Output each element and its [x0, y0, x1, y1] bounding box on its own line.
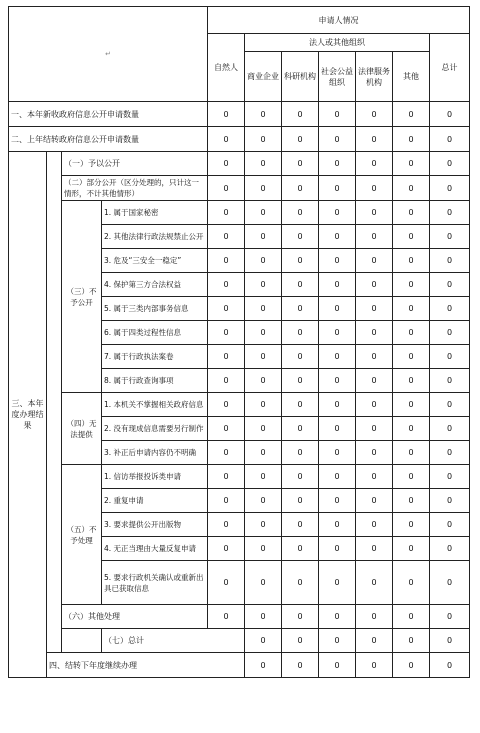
value-cell: 0 — [430, 127, 470, 152]
value-cell: 0 — [319, 629, 356, 653]
row-label-subtotal: （七）总计 — [102, 629, 245, 653]
value-cell: 0 — [208, 537, 245, 561]
value-cell: 0 — [430, 321, 470, 345]
value-cell: 0 — [319, 441, 356, 465]
value-cell: 0 — [393, 393, 430, 417]
value-cell: 0 — [245, 369, 282, 393]
value-cell: 0 — [282, 441, 319, 465]
row-label-carry-next: 四、结转下年度继续办理 — [47, 653, 245, 678]
value-cell: 0 — [282, 225, 319, 249]
row-label-new-requests: 一、本年新收政府信息公开申请数量 — [9, 102, 208, 127]
value-cell: 0 — [245, 345, 282, 369]
value-cell: 0 — [356, 127, 393, 152]
value-cell: 0 — [356, 537, 393, 561]
value-cell: 0 — [319, 561, 356, 605]
row-label-np2: 2. 其他法律行政法规禁止公开 — [102, 225, 208, 249]
value-cell: 0 — [319, 127, 356, 152]
disclosure-stats-table — [8, 6, 470, 678]
value-cell: 0 — [356, 393, 393, 417]
value-cell: 0 — [319, 345, 356, 369]
value-cell: 0 — [356, 653, 393, 678]
value-cell: 0 — [356, 102, 393, 127]
value-cell: 0 — [393, 465, 430, 489]
value-cell: 0 — [245, 629, 282, 653]
value-cell: 0 — [319, 417, 356, 441]
value-cell: 0 — [393, 489, 430, 513]
value-cell: 0 — [245, 127, 282, 152]
value-cell: 0 — [282, 102, 319, 127]
value-cell: 0 — [356, 297, 393, 321]
value-cell: 0 — [430, 441, 470, 465]
header-other: 其他 — [393, 52, 430, 102]
value-cell: 0 — [245, 537, 282, 561]
value-cell: 0 — [282, 537, 319, 561]
value-cell: 0 — [430, 249, 470, 273]
value-cell: 0 — [208, 417, 245, 441]
value-cell: 0 — [393, 441, 430, 465]
value-cell: 0 — [393, 249, 430, 273]
value-cell: 0 — [208, 465, 245, 489]
row-label-np3: 3. 危及“三安全一稳定” — [102, 249, 208, 273]
value-cell: 0 — [208, 441, 245, 465]
value-cell: 0 — [393, 369, 430, 393]
section3-spacer — [47, 152, 62, 653]
value-cell: 0 — [282, 489, 319, 513]
row-label-np5: 5. 属于三类内部事务信息 — [102, 297, 208, 321]
row-label-nt3: 3. 要求提供公开出版物 — [102, 513, 208, 537]
value-cell: 0 — [245, 489, 282, 513]
value-cell: 0 — [319, 201, 356, 225]
value-cell: 0 — [245, 465, 282, 489]
row-label-other-processing: （六）其他处理 — [62, 605, 208, 629]
value-cell: 0 — [430, 417, 470, 441]
value-cell: 0 — [208, 561, 245, 605]
row-label-not-public: （三）不予公开 — [62, 201, 102, 393]
value-cell: 0 — [282, 273, 319, 297]
value-cell: 0 — [319, 152, 356, 176]
value-cell: 0 — [356, 273, 393, 297]
row-label-un3: 3. 补正后申请内容仍不明确 — [102, 441, 208, 465]
value-cell: 0 — [282, 152, 319, 176]
value-cell: 0 — [393, 127, 430, 152]
value-cell: 0 — [282, 369, 319, 393]
row-label-nt2: 2. 重复申请 — [102, 489, 208, 513]
value-cell: 0 — [356, 489, 393, 513]
value-cell: 0 — [356, 441, 393, 465]
value-cell: 0 — [245, 273, 282, 297]
value-cell: 0 — [319, 393, 356, 417]
value-cell: 0 — [393, 629, 430, 653]
value-cell: 0 — [245, 561, 282, 605]
value-cell: 0 — [245, 225, 282, 249]
row-label-partial: （二）部分公开（区分处理的，只计这一情形，不计其他情形） — [62, 176, 208, 201]
value-cell: 0 — [282, 249, 319, 273]
value-cell: 0 — [430, 629, 470, 653]
value-cell: 0 — [208, 321, 245, 345]
value-cell: 0 — [282, 345, 319, 369]
row-label-public-granted: （一）予以公开 — [62, 152, 208, 176]
value-cell: 0 — [208, 102, 245, 127]
value-cell: 0 — [282, 417, 319, 441]
header-research: 科研机构 — [282, 52, 319, 102]
value-cell: 0 — [282, 605, 319, 629]
value-cell: 0 — [356, 629, 393, 653]
value-cell: 0 — [319, 297, 356, 321]
value-cell: 0 — [282, 321, 319, 345]
header-commercial: 商业企业 — [245, 52, 282, 102]
value-cell: 0 — [393, 537, 430, 561]
value-cell: 0 — [245, 201, 282, 225]
value-cell: 0 — [319, 176, 356, 201]
value-cell: 0 — [393, 225, 430, 249]
value-cell: 0 — [208, 369, 245, 393]
row-label-np6: 6. 属于四类过程性信息 — [102, 321, 208, 345]
value-cell: 0 — [393, 102, 430, 127]
value-cell: 0 — [208, 127, 245, 152]
value-cell: 0 — [356, 152, 393, 176]
header-social-welfare: 社会公益组织 — [319, 52, 356, 102]
value-cell: 0 — [208, 393, 245, 417]
value-cell: 0 — [393, 417, 430, 441]
value-cell: 0 — [245, 102, 282, 127]
value-cell: 0 — [282, 561, 319, 605]
value-cell: 0 — [208, 273, 245, 297]
value-cell: 0 — [282, 297, 319, 321]
row-label-unable: （四）无法提供 — [62, 393, 102, 465]
value-cell: 0 — [430, 273, 470, 297]
value-cell: 0 — [208, 605, 245, 629]
value-cell: 0 — [245, 393, 282, 417]
value-cell: 0 — [208, 152, 245, 176]
header-applicant-status: 申请人情况 — [208, 7, 470, 34]
value-cell: 0 — [356, 561, 393, 605]
value-cell: 0 — [430, 102, 470, 127]
header-corp-org: 法人或其他组织 — [245, 34, 430, 52]
value-cell: 0 — [208, 225, 245, 249]
row-label-nt1: 1. 信访举报投诉类申请 — [102, 465, 208, 489]
value-cell: 0 — [282, 127, 319, 152]
value-cell: 0 — [245, 321, 282, 345]
value-cell: 0 — [393, 345, 430, 369]
value-cell: 0 — [393, 297, 430, 321]
value-cell: 0 — [319, 513, 356, 537]
value-cell: 0 — [430, 297, 470, 321]
value-cell: 0 — [319, 605, 356, 629]
value-cell: 0 — [319, 249, 356, 273]
value-cell: 0 — [208, 249, 245, 273]
value-cell: 0 — [245, 249, 282, 273]
value-cell: 0 — [430, 489, 470, 513]
row-label-un1: 1. 本机关不掌握相关政府信息 — [102, 393, 208, 417]
value-cell: 0 — [356, 605, 393, 629]
row-label-not-processed: （五）不予处理 — [62, 465, 102, 605]
value-cell: 0 — [393, 321, 430, 345]
value-cell: 0 — [319, 489, 356, 513]
value-cell: 0 — [356, 249, 393, 273]
value-cell: 0 — [356, 321, 393, 345]
value-cell: 0 — [430, 653, 470, 678]
row-label-nt5: 5. 要求行政机关确认或重新出具已获取信息 — [102, 561, 208, 605]
value-cell: 0 — [430, 537, 470, 561]
value-cell: 0 — [245, 417, 282, 441]
row-label-nt4: 4. 无正当理由大量反复申请 — [102, 537, 208, 561]
value-cell: 0 — [393, 176, 430, 201]
value-cell: 0 — [208, 297, 245, 321]
value-cell: 0 — [356, 465, 393, 489]
value-cell: 0 — [430, 369, 470, 393]
value-cell: 0 — [245, 653, 282, 678]
value-cell: 0 — [319, 369, 356, 393]
value-cell: 0 — [393, 201, 430, 225]
value-cell: 0 — [319, 273, 356, 297]
value-cell: 0 — [356, 201, 393, 225]
value-cell: 0 — [356, 176, 393, 201]
value-cell: 0 — [208, 201, 245, 225]
header-natural-person: 自然人 — [208, 34, 245, 102]
value-cell: 0 — [430, 225, 470, 249]
value-cell: 0 — [393, 273, 430, 297]
value-cell: 0 — [282, 176, 319, 201]
value-cell: 0 — [245, 513, 282, 537]
value-cell: 0 — [393, 561, 430, 605]
value-cell: 0 — [282, 465, 319, 489]
value-cell: 0 — [208, 489, 245, 513]
value-cell: 0 — [430, 152, 470, 176]
value-cell: 0 — [393, 152, 430, 176]
value-cell: 0 — [430, 345, 470, 369]
value-cell: 0 — [319, 321, 356, 345]
value-cell: 0 — [208, 513, 245, 537]
section3-spacer-bottom — [62, 629, 102, 653]
row-label-un2: 2. 没有现成信息需要另行制作 — [102, 417, 208, 441]
value-cell: 0 — [245, 152, 282, 176]
corner-cell: ↵ — [9, 7, 208, 102]
value-cell: 0 — [393, 653, 430, 678]
value-cell: 0 — [356, 513, 393, 537]
value-cell: 0 — [208, 345, 245, 369]
row-label-np7: 7. 属于行政执法案卷 — [102, 345, 208, 369]
section3-label: 三、本年度办理结果 — [9, 152, 47, 678]
value-cell: 0 — [208, 176, 245, 201]
value-cell: 0 — [282, 513, 319, 537]
value-cell: 0 — [319, 537, 356, 561]
value-cell: 0 — [245, 605, 282, 629]
value-cell: 0 — [282, 629, 319, 653]
header-legal-service: 法律服务机构 — [356, 52, 393, 102]
value-cell: 0 — [319, 225, 356, 249]
value-cell: 0 — [430, 393, 470, 417]
value-cell: 0 — [393, 605, 430, 629]
row-label-np1: 1. 属于国家秘密 — [102, 201, 208, 225]
row-label-np4: 4. 保护第三方合法权益 — [102, 273, 208, 297]
value-cell: 0 — [356, 345, 393, 369]
value-cell: 0 — [430, 513, 470, 537]
value-cell: 0 — [356, 417, 393, 441]
value-cell: 0 — [393, 513, 430, 537]
value-cell: 0 — [319, 465, 356, 489]
row-label-carryover-last: 二、上年结转政府信息公开申请数量 — [9, 127, 208, 152]
value-cell: 0 — [430, 465, 470, 489]
value-cell: 0 — [430, 176, 470, 201]
value-cell: 0 — [245, 441, 282, 465]
value-cell: 0 — [282, 201, 319, 225]
row-label-np8: 8. 属于行政查询事项 — [102, 369, 208, 393]
value-cell: 0 — [319, 653, 356, 678]
header-total: 总计 — [430, 34, 470, 102]
value-cell: 0 — [282, 653, 319, 678]
value-cell: 0 — [430, 561, 470, 605]
value-cell: 0 — [430, 201, 470, 225]
value-cell: 0 — [430, 605, 470, 629]
value-cell: 0 — [245, 297, 282, 321]
value-cell: 0 — [356, 369, 393, 393]
value-cell: 0 — [282, 393, 319, 417]
value-cell: 0 — [319, 102, 356, 127]
value-cell: 0 — [356, 225, 393, 249]
value-cell: 0 — [245, 176, 282, 201]
